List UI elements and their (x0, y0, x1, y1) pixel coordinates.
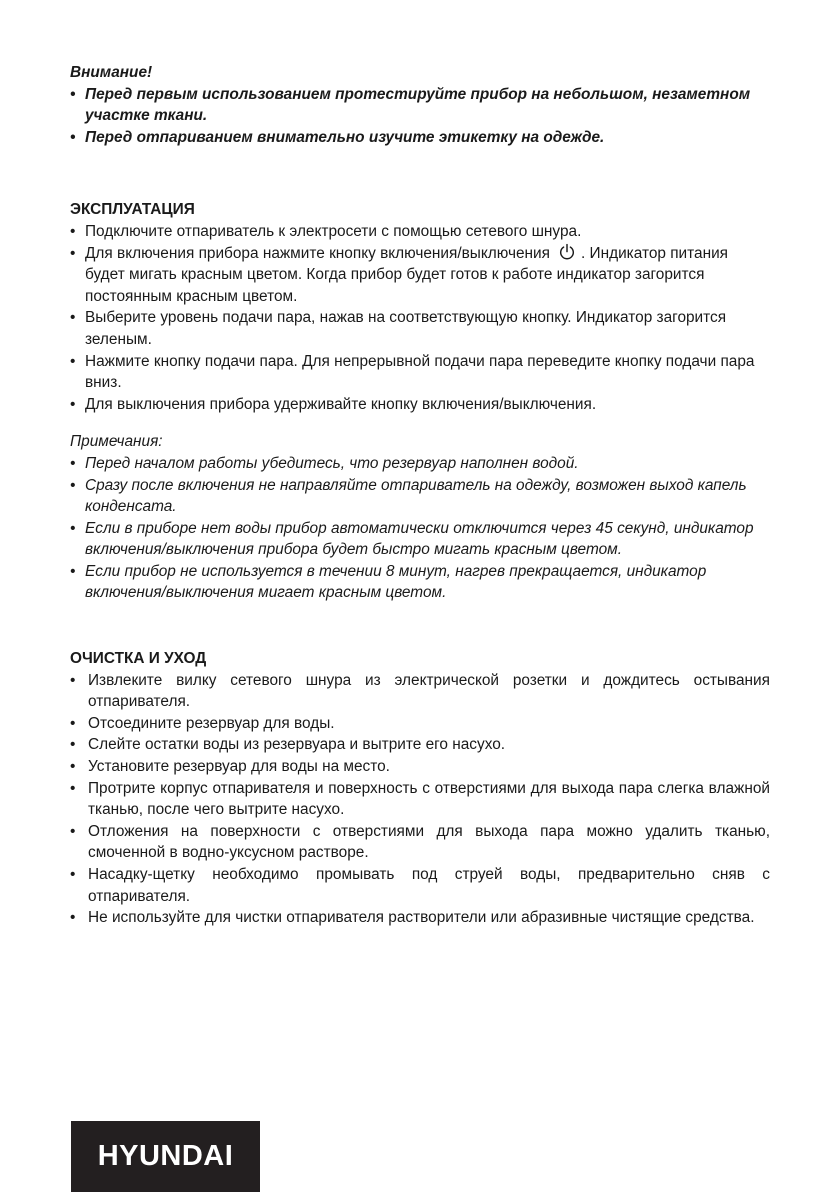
cleaning-item: • Отложения на поверхности с отверстиями для выхода пара можно удалить тканью, смоченной в водно-уксусном растворе. (70, 822, 770, 862)
operation-item: • Нажмите кнопку подачи пара. Для непрерывной подачи пара переведите кнопку подачи пара вниз. (70, 352, 755, 392)
cleaning-item: • Отсоедините резервуар для воды. (70, 714, 335, 732)
warning-item: • Перед первым использованием протестируйте прибор на небольшом, незаметном участке ткани. (70, 85, 751, 125)
cleaning-heading: ОЧИСТКА И УХОД (70, 650, 207, 668)
operation-item: • Подключите отпариватель к электросети с помощью сетевого шнура. (70, 222, 582, 240)
note-item: • Если в приборе нет воды прибор автоматически отключится через 45 секунд, индикатор включения/выключения прибора будет быстро мигать красным цветом. (70, 519, 754, 559)
manual-page (70, 62, 770, 929)
note-item: • Перед началом работы убедитесь, что резервуар наполнен водой. (70, 454, 579, 472)
cleaning-item: • Не используйте для чистки отпаривателя растворители или абразивные чистящие средства. (70, 909, 755, 927)
operation-list (70, 221, 770, 415)
warning-item: • Перед отпариванием внимательно изучите этикетку на одежде. (70, 127, 770, 149)
notes-list (70, 453, 770, 604)
cleaning-item: • Установите резервуар для воды на место. (70, 758, 390, 776)
cleaning-item: • Слейте остатки воды из резервуара и вытрите его насухо. (70, 736, 506, 754)
notes-title: Примечания: (70, 433, 163, 451)
bullet: • (70, 128, 76, 146)
brand-logo (71, 1121, 260, 1192)
power-icon (558, 243, 576, 261)
brand-logo-text: HYUNDAI (97, 1140, 234, 1172)
operation-item: • Для выключения прибора удерживайте кнопку включения/выключения. (70, 395, 597, 413)
note-item: • Если прибор не используется в течении 8 минут, нагрев прекращается, индикатор включения/выключения мигает красным цветом. (70, 562, 707, 602)
operation-item: • Выберите уровень подачи пара, нажав на соответствующую кнопку. Индикатор загорится зеленым. (70, 309, 727, 348)
warning-list (70, 84, 770, 149)
cleaning-item: • Насадку-щетку необходимо промывать под струей воды, предварительно сняв с отпаривателя. (70, 866, 770, 905)
operation-heading: ЭКСПЛУАТАЦИЯ (70, 201, 195, 219)
cleaning-item: • Извлеките вилку сетевого шнура из электрической розетки и дождитесь остывания отпаривателя. (70, 671, 770, 711)
note-item: • Сразу после включения не направляйте отпариватель на одежду, возможен выход капель конденсата. (70, 476, 747, 516)
warning-title: Внимание! (70, 64, 153, 81)
cleaning-item: • Протрите корпус отпаривателя и поверхность с отверстиями для выхода пара слегка влажной тканью, после чего вытрите насухо. (70, 779, 770, 819)
bullet: • (70, 85, 76, 103)
cleaning-list (70, 670, 770, 929)
operation-item: • Для включения прибора нажмите кнопку включения/выключения . Индикатор питания будет мигать красным цветом. Когда прибор будет готов к работе индикатор загорится постоянным красным цветом. (70, 244, 729, 305)
